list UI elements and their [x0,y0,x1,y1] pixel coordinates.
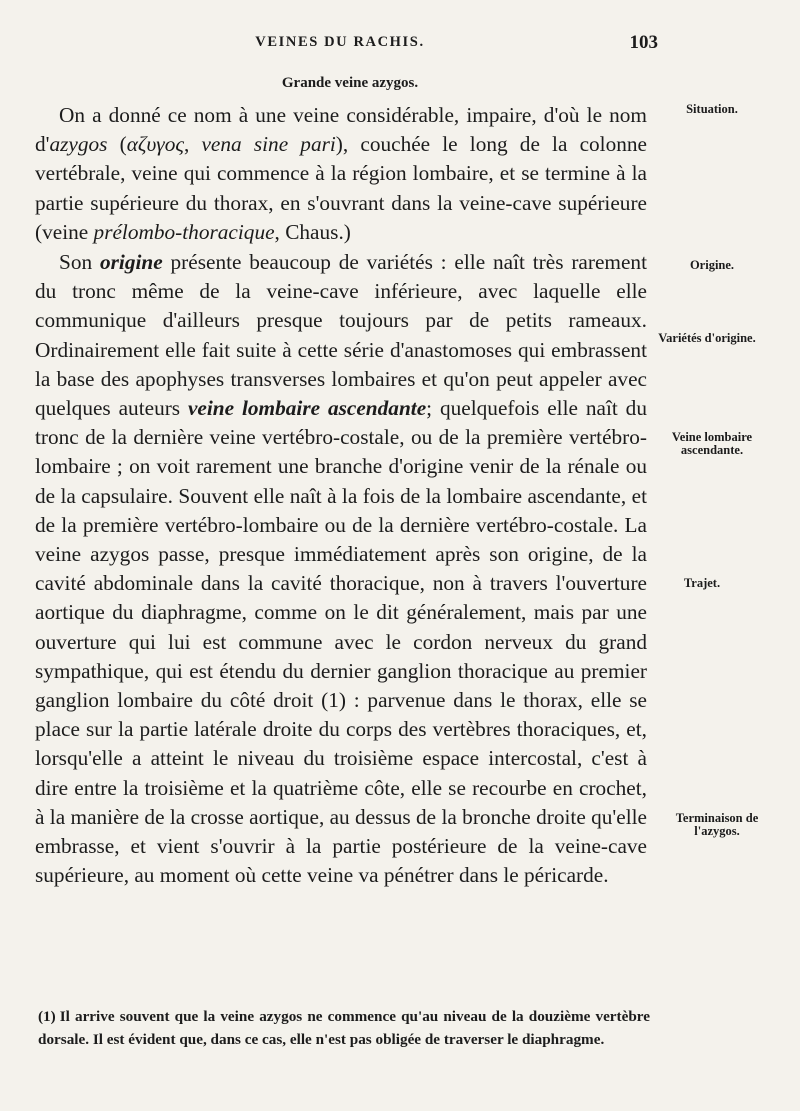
running-title: VEINES DU RACHIS. [255,34,425,50]
running-head [30,32,658,56]
margin-note-veine-lombaire: Veine lombaire ascendante. [671,430,753,457]
margin-note-terminaison: Terminaison de l'azygos. [675,811,759,838]
margin-note-varietes: Variétés d'origine. [658,331,756,345]
text-run: ; quelquefois elle naît du tronc de la dernière veine vertébro-costale, ou de la première vertébro-lombaire ; on voit rarement une branche d'origine venir de la rénale ou de la capsulaire. Souvent elle naît à la fois de la lombaire ascendante, et de la première vertébro-lombaire ou de la dernière vertébro-costale. La veine azygos passe, presque immédiatement après son origine, de la cavité abdominale dans la cavité thoracique, non à travers l'ouverture aortique du diaphragme, comme on le dit généralement, mais par une ouverture qui lui est commune avec le cordon nerveux du grand sympathique, qui est étendu du dernier ganglion thoracique au premier ganglion lombaire du côté droit (1) : parvenue dans le thorax, elle se place sur la partie latérale droite du corps des vertèbres thoraciques, et, lorsqu'elle a atteint le niveau du troisième espace intercostal, c'est à dire entre la troisième et la quatrième côte, elle se recourbe en crochet, à la manière de la crosse aortique, au dessus de la bronche droite qu'elle embrasse, et vient s'ouvrir à la partie postérieure de la veine-cave supérieure, au moment où cette veine va pénétrer dans le péricarde. [35,396,647,888]
term-origine: origine [99,250,163,275]
body-text [35,101,647,890]
footnote-text: Il arrive souvent que la veine azygos ne commence qu'au niveau de la douzième vertèbre dorsale. Il est évident que, dans ce cas, elle n'est pas obligée de traverser le diaphragme. [38,1008,650,1048]
page-number: 103 [629,32,658,53]
paragraph-2 [35,248,647,890]
margin-note-trajet: Trajet. [683,576,721,590]
margin-note-origine: Origine. [689,258,735,272]
text-run: Son [59,250,100,275]
text-run: ), couchée le long de la colonne vertébrale, veine qui commence à la région lombaire, et se termine à la partie supérieure du thorax, en s'ouvrant dans la veine-cave supérieure (veine [35,132,647,244]
text-run: ( [107,132,127,157]
term-veine-lombaire-ascendante: veine lombaire ascendante [187,396,427,421]
footnote-number: (1) [38,1008,56,1025]
text-run: , Chaus.) [274,219,351,244]
term-azygos: azygos [49,132,108,157]
footnote [38,1005,650,1051]
paragraph-1 [35,101,647,247]
section-title: Grande veine azygos. [281,75,419,91]
text-run: présente beaucoup de variétés : elle naît très rarement du tronc même de la veine-cave inférieure, avec laquelle elle communique d'ailleurs presque toujours par de petits rameaux. Ordinairement elle fait suite à cette série d'anastomoses qui embrassent la base des apophyses transverses lombaires et qu'on peut appeler avec quelques auteurs [35,250,647,421]
text-run: On a donné ce nom à une veine considérable, impaire, d'où le nom d' [35,103,647,157]
margin-note-situation: Situation. [686,102,738,116]
latin-term: vena sine pari [201,132,336,157]
text-run: , [184,132,202,157]
greek-term: αζυγος [126,132,184,157]
term-prelombo-thoracique: prélombo-thoracique [93,219,275,244]
